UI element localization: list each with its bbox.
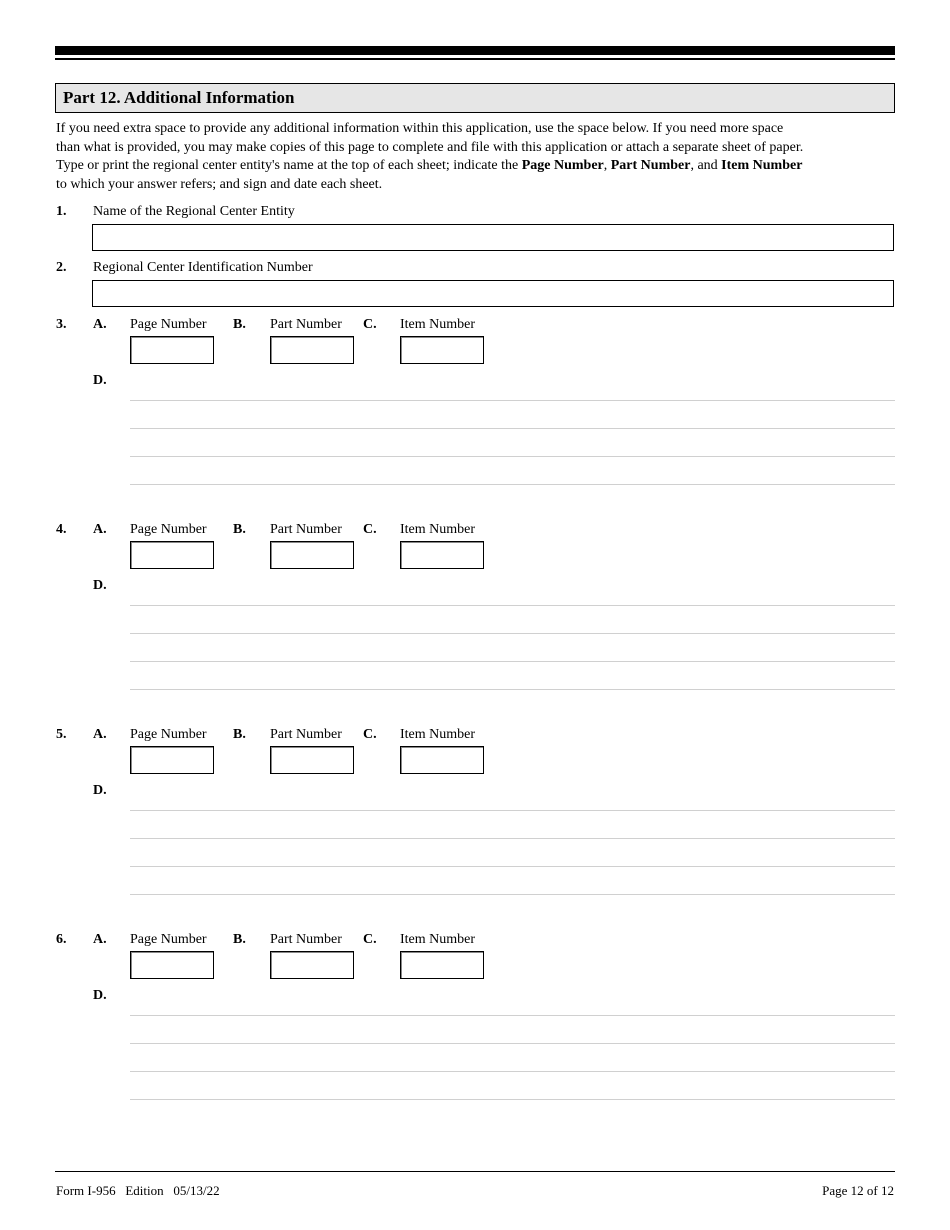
item-number-label: Item Number bbox=[400, 317, 476, 332]
label-a: A. bbox=[93, 932, 107, 947]
emphasis-page-number: Page Number bbox=[521, 158, 604, 174]
page-number-field[interactable] bbox=[130, 951, 214, 979]
instructions-line-1: If you need extra space to provide any additional information within this application, use the space below. If you need more space bbox=[56, 121, 784, 136]
answer-line[interactable] bbox=[130, 484, 895, 485]
answer-line[interactable] bbox=[130, 400, 895, 401]
page-number-field[interactable] bbox=[130, 746, 214, 774]
item-number-field[interactable] bbox=[400, 336, 484, 364]
page-number-label: Page Number bbox=[130, 317, 207, 332]
part-number-field[interactable] bbox=[270, 541, 354, 569]
item-1-number: 1. bbox=[56, 204, 67, 219]
part-number-label: Part Number bbox=[270, 317, 342, 332]
item-number-field[interactable] bbox=[400, 951, 484, 979]
instructions-line-4: to which your answer refers; and sign and date each sheet. bbox=[56, 177, 383, 193]
answer-line[interactable] bbox=[130, 1043, 895, 1044]
answer-line[interactable] bbox=[130, 838, 895, 839]
label-b: B. bbox=[233, 727, 246, 742]
label-a: A. bbox=[93, 522, 107, 537]
item-number-field[interactable] bbox=[400, 746, 484, 774]
top-thin-rule bbox=[55, 58, 895, 60]
part-number-field[interactable] bbox=[270, 336, 354, 364]
item-1-label: Name of the Regional Center Entity bbox=[93, 204, 295, 219]
page-number-label: Page Number bbox=[130, 522, 207, 537]
label-b: B. bbox=[233, 522, 246, 537]
answer-line[interactable] bbox=[130, 1099, 895, 1100]
part-title: Part 12. Additional Information bbox=[63, 88, 295, 107]
item-2-label: Regional Center Identification Number bbox=[93, 260, 313, 275]
item-number-label: Item Number bbox=[400, 932, 476, 947]
part-header bbox=[55, 83, 895, 113]
part-number-label: Part Number bbox=[270, 522, 342, 537]
emphasis-item-number: Item Number bbox=[721, 158, 803, 174]
page-number-label: Page Number bbox=[130, 727, 207, 742]
answer-line[interactable] bbox=[130, 428, 895, 429]
part-number-field[interactable] bbox=[270, 746, 354, 774]
instructions-line-3 bbox=[56, 157, 896, 176]
instructions-text-span: , bbox=[603, 158, 611, 174]
label-b: B. bbox=[233, 317, 246, 332]
answer-line[interactable] bbox=[130, 689, 895, 690]
label-d: D. bbox=[93, 988, 107, 1003]
answer-line[interactable] bbox=[130, 894, 895, 895]
answer-line[interactable] bbox=[130, 1071, 895, 1072]
answer-line[interactable] bbox=[130, 633, 895, 634]
emphasis-part-number: Part Number bbox=[610, 158, 691, 174]
regional-center-id-field[interactable] bbox=[92, 280, 894, 307]
label-b: B. bbox=[233, 932, 246, 947]
form-edition: Form I-956 Edition 05/13/22 bbox=[56, 1183, 220, 1198]
part-number-label: Part Number bbox=[270, 932, 342, 947]
instructions-text-span: , and bbox=[690, 158, 722, 174]
label-d: D. bbox=[93, 373, 107, 388]
part-number-label: Part Number bbox=[270, 727, 342, 742]
top-thick-rule bbox=[55, 46, 895, 55]
part-number-field[interactable] bbox=[270, 951, 354, 979]
entry-number: 4. bbox=[56, 522, 67, 537]
label-a: A. bbox=[93, 727, 107, 742]
entry-number: 6. bbox=[56, 932, 67, 947]
label-c: C. bbox=[363, 317, 377, 332]
page-number-field[interactable] bbox=[130, 336, 214, 364]
page-number: Page 12 of 12 bbox=[822, 1183, 894, 1198]
instructions-text-span: Type or print the regional center entity's name at the top of each sheet; indicate the bbox=[56, 158, 522, 174]
answer-line[interactable] bbox=[130, 605, 895, 606]
answer-line[interactable] bbox=[130, 866, 895, 867]
item-number-label: Item Number bbox=[400, 522, 476, 537]
instructions-text bbox=[56, 120, 896, 195]
item-number-field[interactable] bbox=[400, 541, 484, 569]
label-c: C. bbox=[363, 522, 377, 537]
label-d: D. bbox=[93, 783, 107, 798]
label-d: D. bbox=[93, 578, 107, 593]
label-a: A. bbox=[93, 317, 107, 332]
item-2-number: 2. bbox=[56, 260, 67, 275]
instructions-line-2: than what is provided, you may make copies of this page to complete and file with this application or attach a separate sheet of paper. bbox=[56, 139, 804, 155]
item-number-label: Item Number bbox=[400, 727, 476, 742]
page-number-label: Page Number bbox=[130, 932, 207, 947]
answer-line[interactable] bbox=[130, 661, 895, 662]
regional-center-name-field[interactable] bbox=[92, 224, 894, 251]
answer-line[interactable] bbox=[130, 1015, 895, 1016]
entry-number: 3. bbox=[56, 317, 67, 332]
label-c: C. bbox=[363, 727, 377, 742]
page-number-field[interactable] bbox=[130, 541, 214, 569]
answer-line[interactable] bbox=[130, 810, 895, 811]
entry-number: 5. bbox=[56, 727, 67, 742]
label-c: C. bbox=[363, 932, 377, 947]
answer-line[interactable] bbox=[130, 456, 895, 457]
footer-rule bbox=[55, 1171, 895, 1172]
